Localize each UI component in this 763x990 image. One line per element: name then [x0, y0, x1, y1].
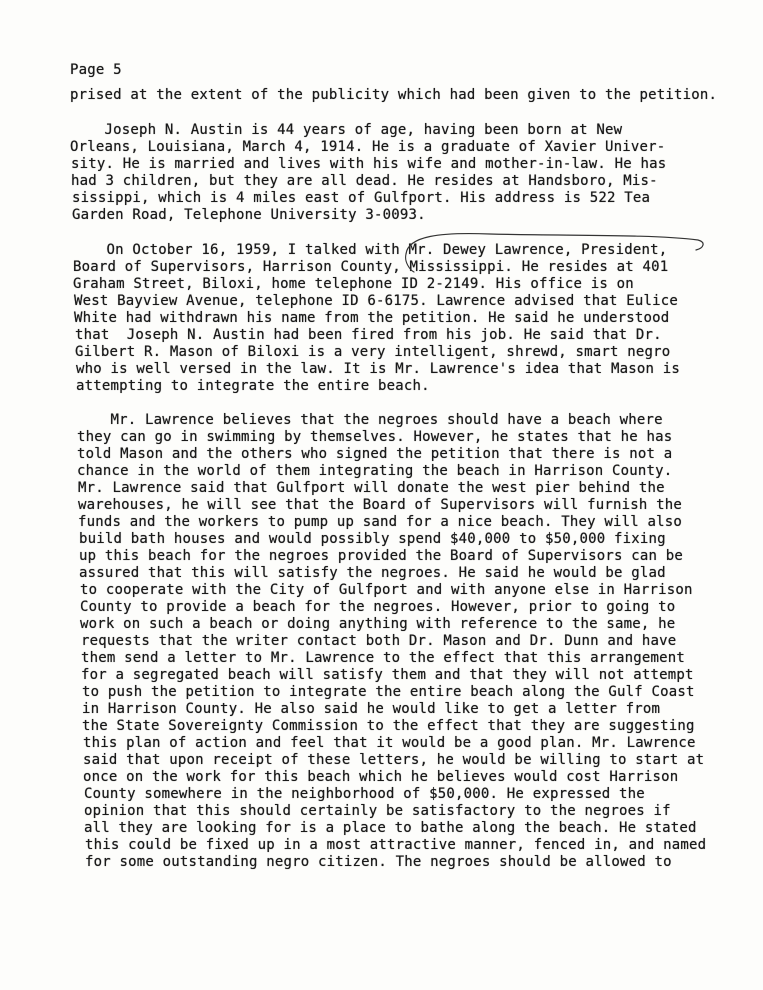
- text-line-4: sity. He is married and lives with his wife and mother-in-law. He has: [71, 156, 667, 172]
- text-line-27: to cooperate with the City of Gulfport and with anyone else in Harrison: [80, 582, 693, 598]
- text-line-37: said that upon receipt of these letters, he would be willing to start at: [83, 752, 705, 768]
- text-line-7: Garden Road, Telephone University 3-0093.: [72, 207, 426, 223]
- text-line-36: this plan of action and feel that it would be a good plan. Mr. Lawrence: [83, 735, 696, 751]
- text-line-17: Mr. Lawrence believes that the negroes should have a beach where: [76, 412, 663, 428]
- text-line-15: who is well versed in the law. It is Mr. Lawrence's idea that Mason is: [76, 361, 681, 377]
- text-line-24: build bath houses and would possibly spend $40,000 to $50,000 fixing: [79, 531, 666, 547]
- text-line-29: work on such a beach or doing anything with reference to the same, he: [80, 616, 676, 632]
- text-line-1: prised at the extent of the publicity which had been given to the petition.: [70, 87, 718, 103]
- text-line-20: chance in the world of them integrating the beach in Harrison County.: [77, 463, 673, 479]
- text-line-30: requests that the writer contact both Dr. Mason and Dr. Dunn and have: [81, 633, 677, 649]
- text-line-14: Gilbert R. Mason of Biloxi is a very intelligent, shrewd, smart negro: [75, 344, 671, 360]
- text-line-12: White had withdrawn his name from the petition. He said he understood: [74, 310, 670, 326]
- text-line-41: all they are looking for is a place to bathe along the beach. He stated: [84, 820, 697, 836]
- text-line-43: for some outstanding negro citizen. The negroes should be allowed to: [85, 854, 672, 870]
- text-line-42: this could be fixed up in a most attractive manner, fenced in, and named: [85, 837, 707, 853]
- text-line-10: Graham Street, Biloxi, home telephone ID 2-2149. His office is on: [73, 276, 634, 292]
- text-line-19: told Mason and the others who signed the petition that there is not a: [77, 446, 673, 462]
- text-line-13: that Joseph N. Austin had been fired from his job. He said that Dr.: [75, 327, 662, 343]
- text-line-39: County somewhere in the neighborhood of $50,000. He expressed the: [84, 786, 645, 802]
- text-line-26: assured that this will satisfy the negroes. He said he would be glad: [79, 565, 666, 581]
- text-line-6: sissippi, which is 4 miles east of Gulfport. His address is 522 Tea: [72, 190, 651, 206]
- text-line-31: them send a letter to Mr. Lawrence to the effect that this arrangement: [81, 650, 686, 666]
- text-line-18: they can go in swimming by themselves. However, he states that he has: [77, 429, 673, 445]
- text-line-2: Joseph N. Austin is 44 years of age, having been born at New: [70, 122, 623, 138]
- text-line-34: in Harrison County. He also said he would like to get a letter from: [82, 701, 661, 717]
- text-line-11: West Bayview Avenue, telephone ID 6-6175. Lawrence advised that Eulice: [74, 293, 679, 309]
- text-line-8: On October 16, 1959, I talked with Mr. Dewey Lawrence, President,: [72, 242, 668, 258]
- text-line-16: attempting to integrate the entire beach.: [76, 378, 430, 394]
- text-line-21: Mr. Lawrence said that Gulfport will donate the west pier behind the: [78, 480, 665, 496]
- text-line-23: funds and the workers to pump up sand for a nice beach. They will also: [78, 514, 683, 530]
- text-line-38: once on the work for this beach which he believes would cost Harrison: [83, 769, 679, 785]
- page-number: Page 5: [70, 62, 122, 78]
- text-line-28: County to provide a beach for the negroes. However, prior to going to: [80, 599, 676, 615]
- text-line-3: Orleans, Louisiana, March 4, 1914. He is a graduate of Xavier Univer-: [70, 139, 666, 155]
- text-line-33: to push the petition to integrate the entire beach along the Gulf Coast: [82, 684, 695, 700]
- text-line-22: warehouses, he will see that the Board of Supervisors will furnish the: [78, 497, 683, 513]
- text-line-35: the State Sovereignty Commission to the effect that they are suggesting: [82, 718, 695, 734]
- text-line-32: for a segregated beach will satisfy them and that they will not attempt: [81, 667, 694, 683]
- text-line-25: up this beach for the negroes provided the Board of Supervisors can be: [79, 548, 684, 564]
- text-line-40: opinion that this should certainly be satisfactory to the negroes if: [84, 803, 671, 819]
- text-line-5: had 3 children, but they are all dead. He resides at Handsboro, Mis-: [71, 173, 658, 189]
- text-line-9: Board of Supervisors, Harrison County, Mississippi. He resides at 401: [73, 259, 669, 275]
